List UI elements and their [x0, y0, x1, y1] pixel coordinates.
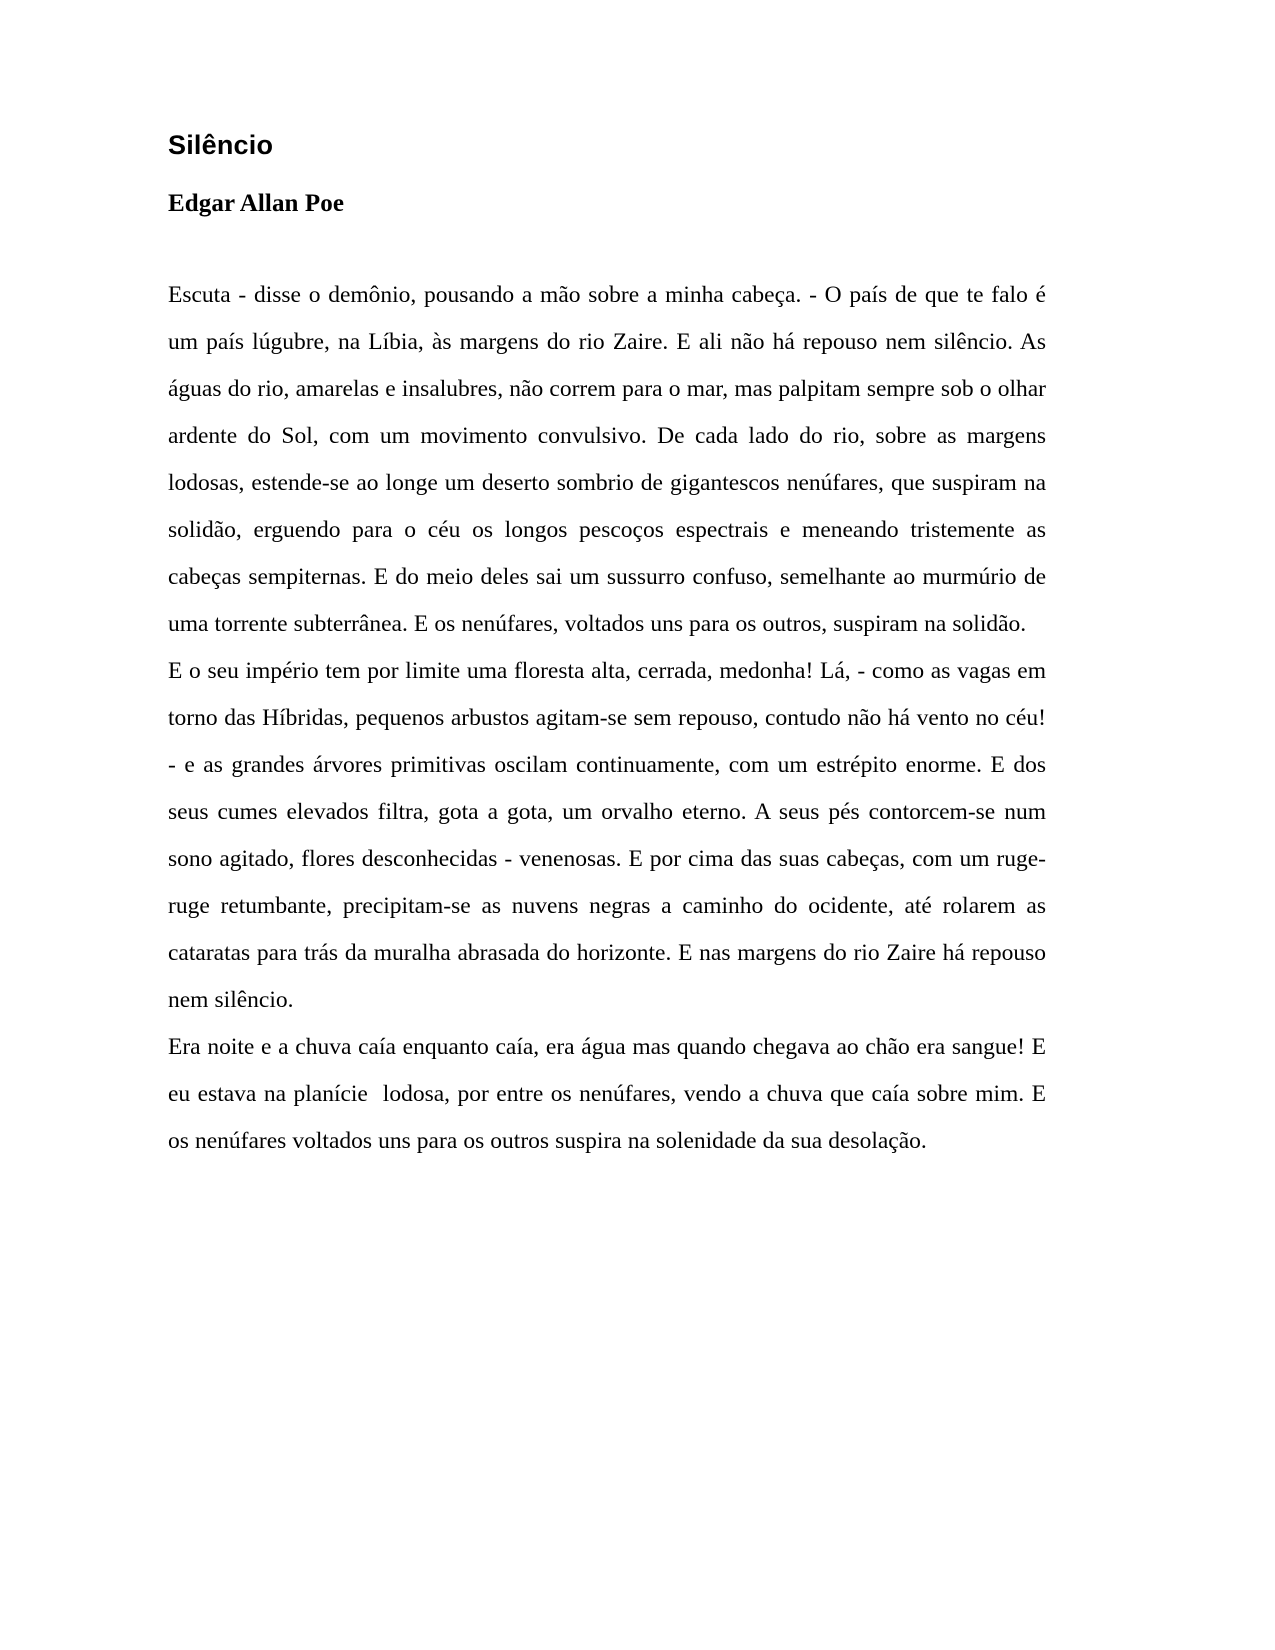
paragraph: Era noite e a chuva caía enquanto caía, era água mas quando chegava ao chão era sangue! E eu estava na planície lodosa, por entre os nenúfares, vendo a chuva que caía sobre mim. E os nenúfares voltados uns para os outros suspira na solenidade da sua desolação. [168, 1034, 1053, 1154]
paragraph: E o seu império tem por limite uma floresta alta, cerrada, medonha! Lá, - como as vagas em torno das Híbridas, pequenos arbustos agitam-se sem repouso, contudo não há vento no céu! - e as grandes árvores primitivas oscilam continuamente, com um estrépito enorme. E dos seus cumes elevados filtra, gota a gota, um orvalho eterno. A seus pés contorcem-se num sono agitado, flores desconhecidas - venenosas. E por cima das suas cabeças, com um ruge-ruge retumbante, precipitam-se as nuvens negras a caminho do ocidente, até rolarem as cataratas para trás da muralha abrasada do horizonte. E nas margens do rio Zaire há repouso nem silêncio. [168, 658, 1053, 1013]
author-name: Edgar Allan Poe [168, 190, 345, 217]
body-text [168, 272, 1053, 1165]
page-title: Silêncio [168, 130, 274, 160]
paragraph: Escuta - disse o demônio, pousando a mão sobre a minha cabeça. - O país de que te falo é um país lúgubre, na Líbia, às margens do rio Zaire. E ali não há repouso nem silêncio. As águas do rio, amarelas e insalubres, não correm para o mar, mas palpitam sempre sob o olhar ardente do Sol, com um movimento convulsivo. De cada lado do rio, sobre as margens lodosas, estende-se ao longe um deserto sombrio de gigantescos nenúfares, que suspiram na solidão, erguendo para o céu os longos pescoços espectrais e meneando tristemente as cabeças sempiternas. E do meio deles sai um sussurro confuso, semelhante ao murmúrio de uma torrente subterrânea. E os nenúfares, voltados uns para os outros, suspiram na solidão. [168, 282, 1053, 637]
document-content [168, 128, 1053, 1165]
